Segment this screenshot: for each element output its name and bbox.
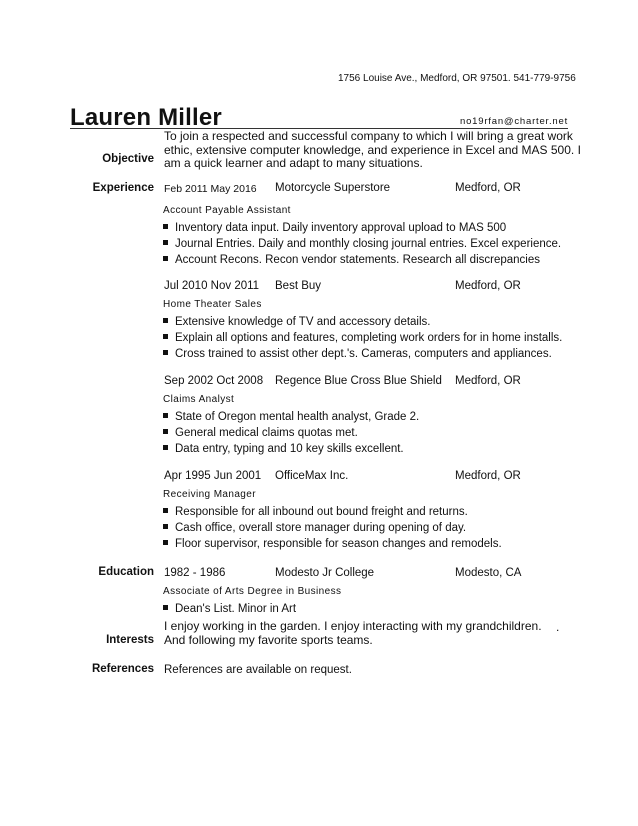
education-school: Modesto Jr College xyxy=(275,567,375,579)
section-label-references: References xyxy=(91,663,154,675)
bullet-square-icon xyxy=(163,350,168,355)
section-label-interests: Interests xyxy=(106,634,154,646)
job-bullet-text: Data entry, typing and 10 key skills excellent. xyxy=(175,443,404,455)
job-bullet-text: Floor supervisor, responsible for season changes and remodels. xyxy=(175,538,502,550)
section-label-objective: Objective xyxy=(102,153,154,165)
contact-email: no19rfan@charter.net xyxy=(460,116,569,127)
objective-line: am a quick learner and adapt to many situations. xyxy=(164,156,423,170)
objective-line: To join a respected and successful company to which I will bring a great work xyxy=(164,129,573,143)
job-title: Account Payable Assistant xyxy=(163,205,291,216)
job-location: Medford, OR xyxy=(455,280,521,292)
interests-line: And following my favorite sports teams. xyxy=(164,632,373,647)
job-bullet-text: Account Recons. Recon vendor statements. Research all discrepancies xyxy=(175,254,540,266)
job-bullet xyxy=(163,538,502,550)
bullet-square-icon xyxy=(163,605,168,610)
job-bullet xyxy=(163,506,468,518)
education-dates: 1982 - 1986 xyxy=(164,567,226,579)
job-bullet xyxy=(163,332,562,344)
job-title: Claims Analyst xyxy=(163,394,235,405)
bullet-square-icon xyxy=(163,429,168,434)
job-bullet-text: Extensive knowledge of TV and accessory details. xyxy=(175,316,431,328)
job-bullet-text: Cash office, overall store manager during opening of day. xyxy=(175,522,467,534)
interests-text xyxy=(164,620,542,647)
job-bullet xyxy=(163,427,358,439)
job-dates: Feb 2011 May 2016 xyxy=(164,183,257,195)
job-bullet xyxy=(163,348,552,360)
job-title: Home Theater Sales xyxy=(163,299,262,310)
interests-trailing-mark: . xyxy=(556,620,560,634)
job-location: Medford, OR xyxy=(455,470,521,482)
contact-address-phone: 1756 Louise Ave., Medford, OR 97501. 541-779-9756 xyxy=(338,73,576,84)
job-bullet-text: State of Oregon mental health analyst, Grade 2. xyxy=(175,411,420,423)
job-bullet-text: General medical claims quotas met. xyxy=(175,427,358,439)
education-bullet xyxy=(163,603,296,615)
job-bullet-text: Journal Entries. Daily and monthly closing journal entries. Excel experience. xyxy=(175,238,562,250)
job-location: Medford, OR xyxy=(455,182,521,194)
education-bullet-text: Dean's List. Minor in Art xyxy=(175,603,297,615)
job-bullet xyxy=(163,443,404,455)
references-text: References are available on request. xyxy=(164,664,352,676)
job-bullet-text: Inventory data input. Daily inventory approval upload to MAS 500 xyxy=(175,222,507,234)
bullet-square-icon xyxy=(163,524,168,529)
bullet-square-icon xyxy=(163,240,168,245)
education-location: Modesto, CA xyxy=(455,567,522,579)
job-dates: Apr 1995 Jun 2001 xyxy=(164,470,262,482)
objective-text xyxy=(164,130,581,171)
job-company: OfficeMax Inc. xyxy=(275,470,349,482)
job-location: Medford, OR xyxy=(455,375,521,387)
candidate-name: Lauren Miller xyxy=(70,104,222,131)
job-bullet xyxy=(163,316,430,328)
bullet-square-icon xyxy=(163,445,168,450)
bullet-square-icon xyxy=(163,224,168,229)
job-bullet-text: Explain all options and features, completing work orders for in home installs. xyxy=(175,332,563,344)
job-dates: Jul 2010 Nov 2011 xyxy=(164,280,260,292)
job-bullet-text: Cross trained to assist other dept.'s. Cameras, computers and appliances. xyxy=(175,348,552,360)
job-title: Receiving Manager xyxy=(163,489,256,500)
job-bullet xyxy=(163,238,561,250)
interests-line: I enjoy working in the garden. I enjoy interacting with my grandchildren. xyxy=(164,619,542,633)
bullet-square-icon xyxy=(163,334,168,339)
job-company: Motorcycle Superstore xyxy=(275,182,391,194)
job-bullet-text: Responsible for all inbound out bound freight and returns. xyxy=(175,506,468,518)
job-bullet xyxy=(163,222,506,234)
objective-line: ethic, extensive computer knowledge, and experience in Excel and MAS 500. I xyxy=(164,142,581,157)
bullet-square-icon xyxy=(163,256,168,261)
section-label-education: Education xyxy=(98,566,154,578)
bullet-square-icon xyxy=(163,318,168,323)
job-bullet xyxy=(163,254,540,266)
bullet-square-icon xyxy=(163,413,168,418)
bullet-square-icon xyxy=(163,540,168,545)
job-company: Regence Blue Cross Blue Shield xyxy=(275,375,442,387)
section-label-experience: Experience xyxy=(92,182,154,194)
job-bullet xyxy=(163,411,419,423)
bullet-square-icon xyxy=(163,508,168,513)
job-bullet xyxy=(163,522,466,534)
job-company: Best Buy xyxy=(275,280,322,292)
job-dates: Sep 2002 Oct 2008 xyxy=(164,375,264,387)
education-degree: Associate of Arts Degree in Business xyxy=(163,586,342,597)
